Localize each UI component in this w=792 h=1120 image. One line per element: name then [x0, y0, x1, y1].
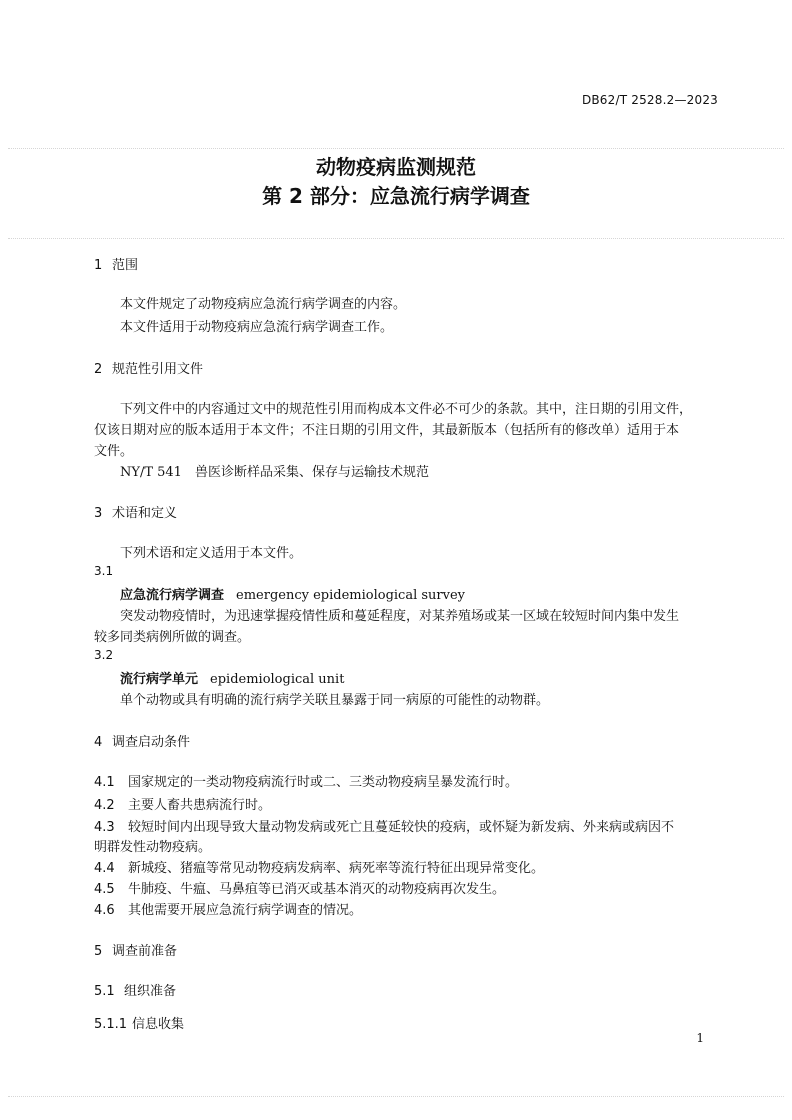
- section-1-paragraph: 本文件规定了动物疫病应急流行病学调查的内容。: [120, 297, 407, 312]
- section-2-paragraph: 下列文件中的内容通过文中的规范性引用而构成本文件必不可少的条款。其中，注日期的引用文件，: [120, 402, 693, 417]
- term-definition: 较多同类病例所做的调查。: [94, 630, 251, 645]
- list-item: 4.2 主要人畜共患病流行时。: [94, 798, 272, 813]
- scan-artifact-line: [8, 238, 784, 239]
- term-entry: 应急流行病学调查 emergency epidemiological survey: [120, 588, 466, 603]
- list-item: 4.5 牛肺疫、牛瘟、马鼻疽等已消灭或基本消灭的动物疫病再次发生。: [94, 882, 506, 897]
- document-title: 动物疫病监测规范: [316, 155, 476, 179]
- section-2-heading: 2 规范性引用文件: [94, 362, 204, 377]
- list-item: 4.1 国家规定的一类动物疫病流行时或二、三类动物疫病呈暴发流行时。: [94, 775, 519, 790]
- section-1-heading: 1 范围: [94, 258, 139, 273]
- list-item: 4.3 较短时间内出现导致大量动物发病或死亡且蔓延较快的疫病，或怀疑为新发病、外来病或病因不: [94, 820, 675, 835]
- section-1-paragraph: 本文件适用于动物疫病应急流行病学调查工作。: [120, 320, 394, 335]
- term-number: 3.2: [94, 648, 114, 662]
- section-2-paragraph: 仅该日期对应的版本适用于本文件；不注日期的引用文件，其最新版本（包括所有的修改单）适用于本: [94, 423, 680, 438]
- page-number: 1: [696, 1031, 704, 1045]
- section-2-paragraph: 文件。: [94, 444, 134, 459]
- section-5-heading: 5 调查前准备: [94, 944, 178, 959]
- subsection-heading: 5.1 组织准备: [94, 984, 177, 999]
- term-number: 3.1: [94, 564, 114, 578]
- list-item: 4.4 新城疫、猪瘟等常见动物疫病发病率、病死率等流行特征出现异常变化。: [94, 861, 545, 876]
- standard-code: DB62/T 2528.2—2023: [581, 93, 718, 107]
- section-3-heading: 3 术语和定义: [94, 506, 178, 521]
- list-item-continuation: 明群发性动物疫病。: [94, 840, 212, 855]
- section-4-heading: 4 调查启动条件: [94, 735, 191, 750]
- term-definition: 突发动物疫情时，为迅速掌握疫情性质和蔓延程度，对某养殖场或某一区域在较短时间内集中发生: [120, 609, 680, 624]
- scan-artifact-line: [8, 148, 784, 149]
- section-3-intro: 下列术语和定义适用于本文件。: [120, 546, 303, 561]
- scan-artifact-line: [8, 1096, 784, 1097]
- document-subtitle: 第 2 部分：应急流行病学调查: [262, 184, 530, 208]
- term-entry: 流行病学单元 epidemiological unit: [120, 672, 345, 687]
- subsubsection-heading: 5.1.1 信息收集: [94, 1017, 185, 1032]
- term-definition: 单个动物或具有明确的流行病学关联且暴露于同一病原的可能性的动物群。: [120, 693, 550, 708]
- normative-reference: NY/T 541 兽医诊断样品采集、保存与运输技术规范: [120, 465, 429, 480]
- list-item: 4.6 其他需要开展应急流行病学调查的情况。: [94, 903, 363, 918]
